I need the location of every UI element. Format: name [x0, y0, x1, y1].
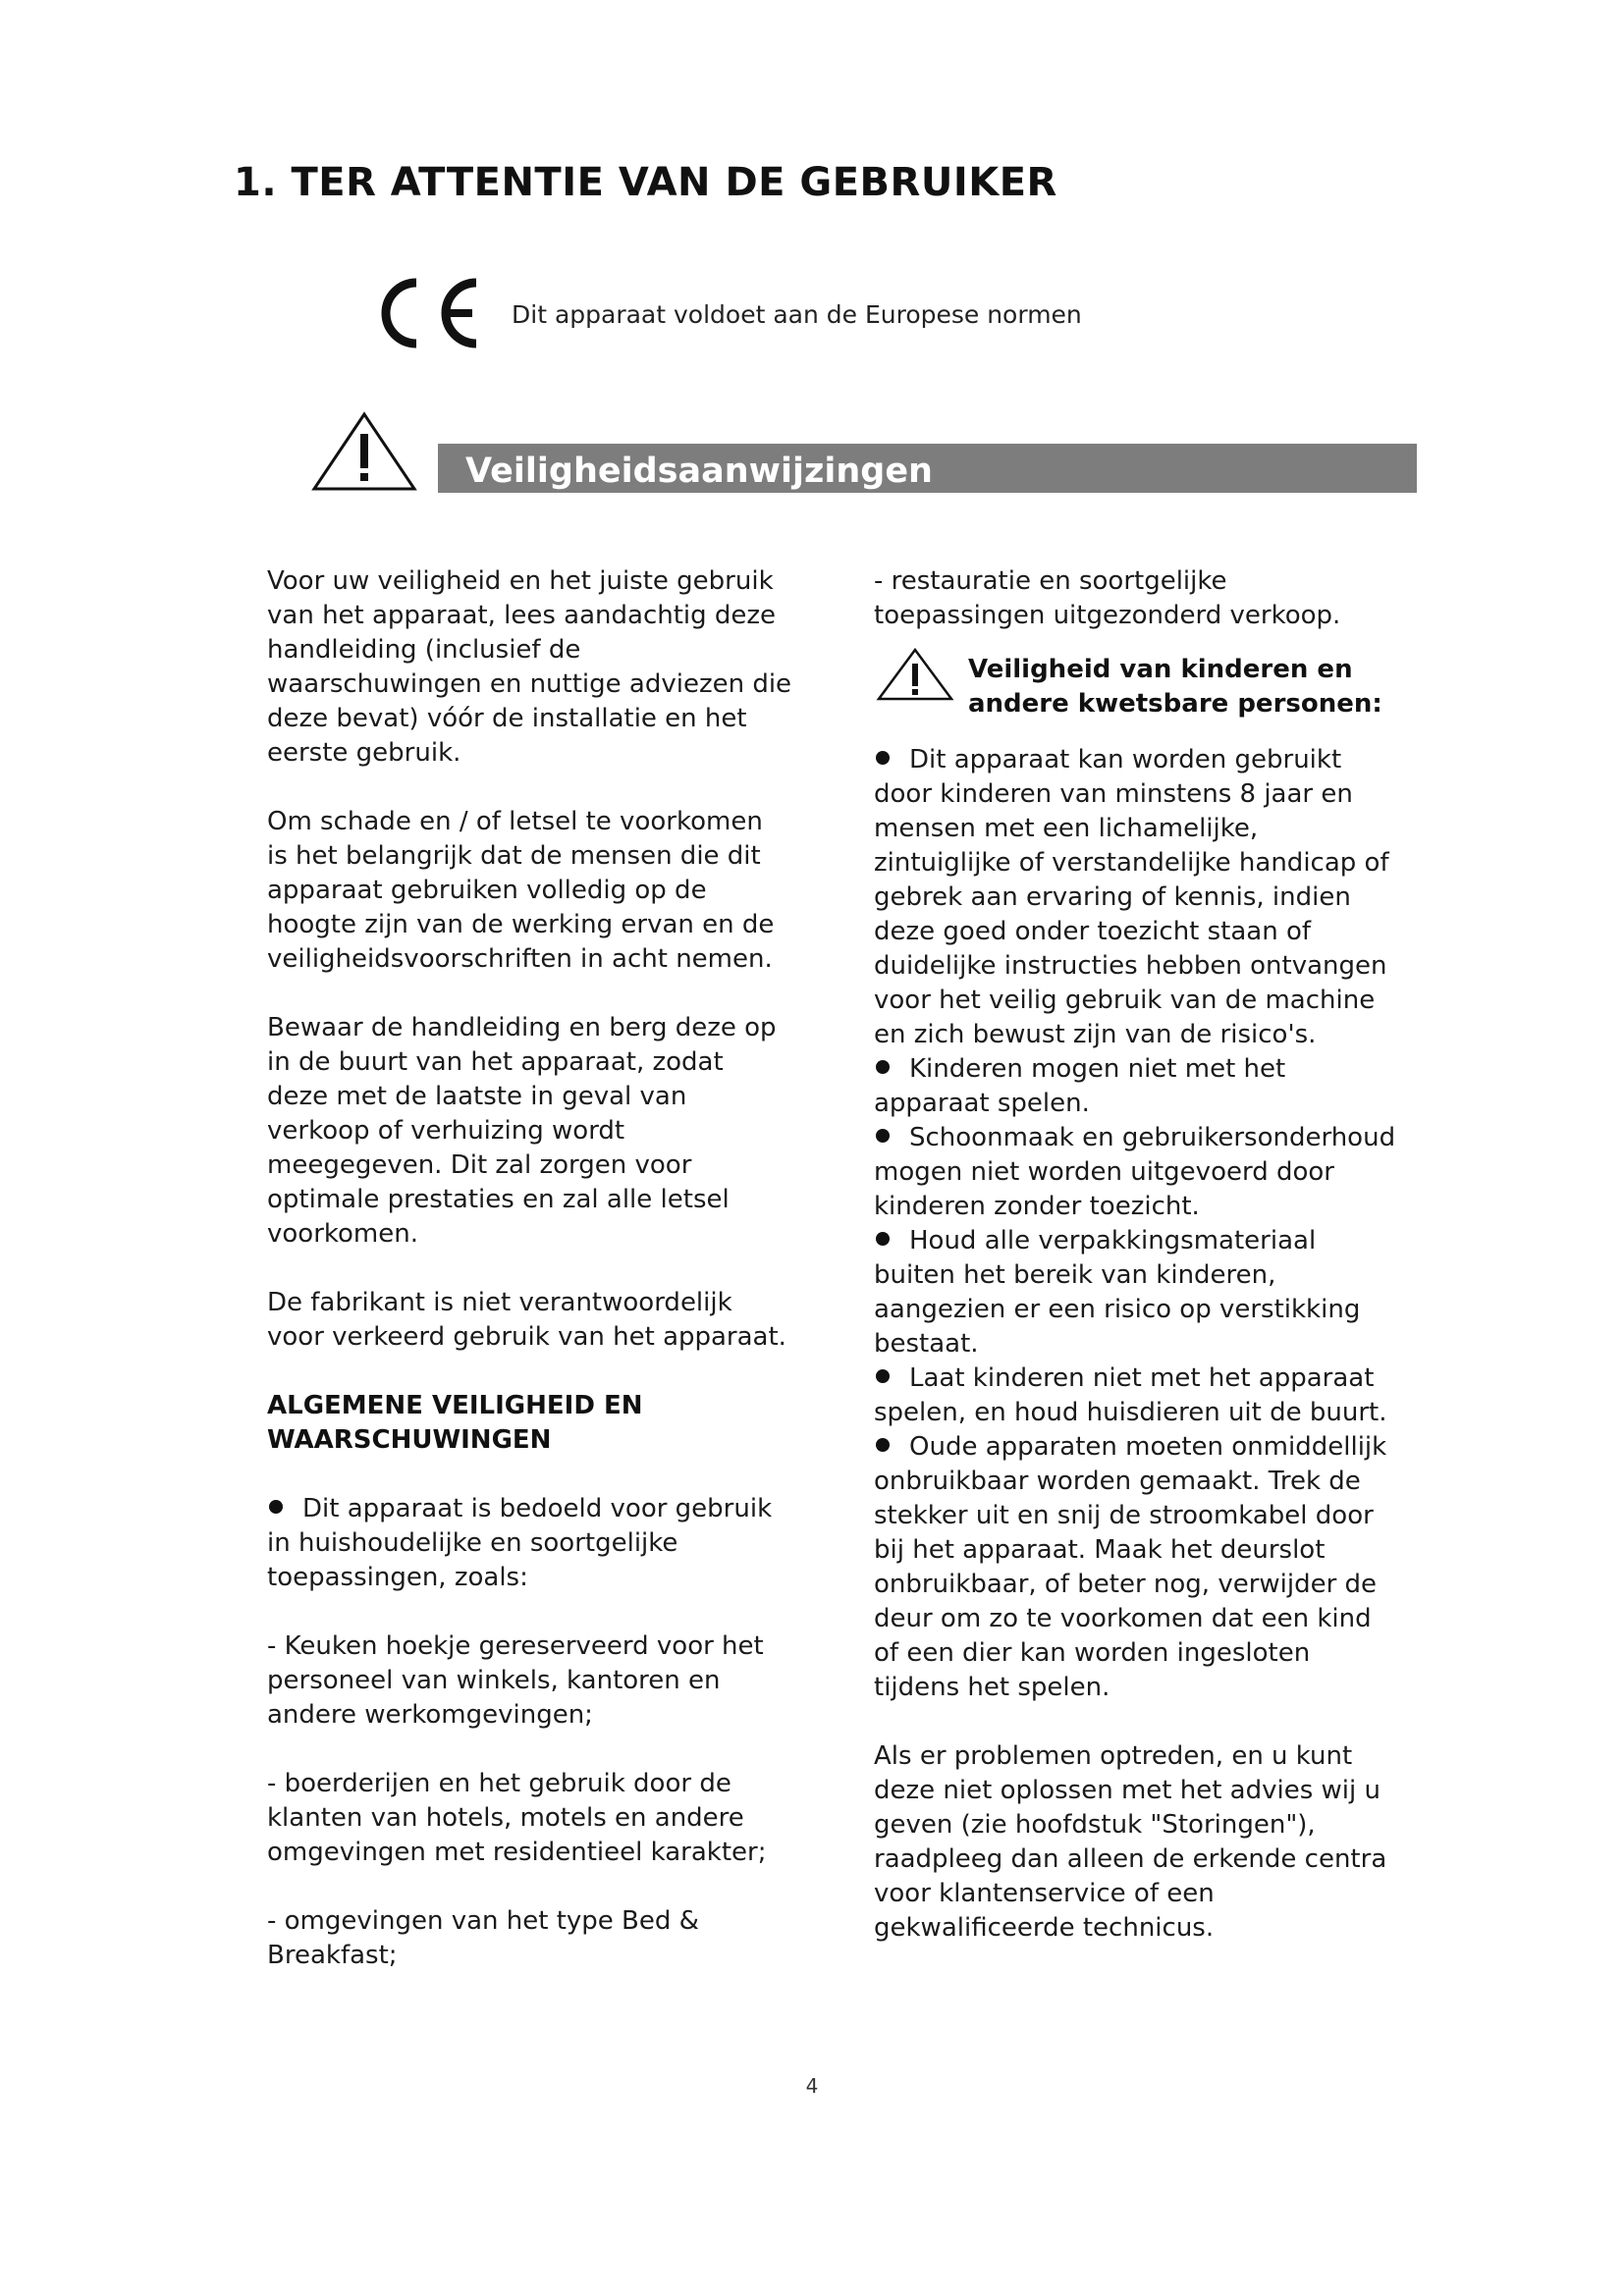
problems-paragraph: Als er problemen optreden, en u kunt deze niet oplossen met het advies wij u geven (zie hoofdstuk "Storingen"), raadpleeg dan alleen de erkende centra voor klantenservice of een gekwalificeerde technicus.: [874, 1741, 1387, 1943]
general-bullet: [267, 1492, 817, 1595]
page-title: 1. TER ATTENTIE VAN DE GEBRUIKER: [234, 160, 1057, 205]
use-item: - omgevingen van het type Bed & Breakfast;: [267, 1906, 699, 1970]
bullet-dot-icon: [876, 1060, 890, 1074]
child-safety-bullet: [874, 1121, 1424, 1224]
child-safety-bullet: [874, 1224, 1424, 1362]
bullet-text: Oude apparaten moeten onmiddellijk onbruikbaar worden gemaakt. Trek de stekker uit en snij de stroomkabel door bij het apparaat. Maak het deurslot onbruikbaar, of beter nog, verwijder de deur om zo te voorkomen dat een kind of een dier kan worden ingesloten tijdens het spelen.: [874, 1432, 1387, 1702]
bullet-text: Schoonmaak en gebruikersonderhoud mogen niet worden uitgevoerd door kinderen zonder toezicht.: [874, 1123, 1396, 1221]
page-number: 4: [805, 2074, 819, 2098]
intro-paragraph: Bewaar de handleiding en berg deze op in de buurt van het apparaat, zodat deze met de laatste in geval van verkoop of verhuizing wordt meegegeven. Dit zal zorgen voor optimale prestaties en zal alle letsel voorkomen.: [267, 1013, 777, 1249]
right-column: [874, 564, 1424, 1946]
bullet-dot-icon: [876, 751, 890, 765]
intro-paragraph: Om schade en / of letsel te voorkomen is het belangrijk dat de mensen die dit apparaat gebruiken volledig op de hoogte zijn van de werking ervan en de veiligheidsvoorschriften in acht nemen.: [267, 807, 775, 974]
left-column: [267, 564, 817, 1973]
bullet-dot-icon: [876, 1232, 890, 1246]
ce-mark-icon: [371, 275, 481, 351]
general-safety-heading: ALGEMENE VEILIGHEID EN WAARSCHUWINGEN: [267, 1391, 643, 1455]
ce-conformity-text: Dit apparaat voldoet aan de Europese normen: [512, 300, 1082, 329]
child-safety-bullet: [874, 1052, 1424, 1121]
children-safety-heading: [874, 647, 1424, 721]
bullet-dot-icon: [876, 1369, 890, 1383]
intro-paragraph: Voor uw veiligheid en het juiste gebruik van het apparaat, lees aandachtig deze handleiding (inclusief de waarschuwingen en nuttige adviezen die deze bevat) vóór de installatie en het eerste gebruik.: [267, 566, 792, 768]
bullet-text: Houd alle verpakkingsmateriaal buiten het bereik van kinderen, aangezien er een risico op verstikking bestaat.: [874, 1226, 1361, 1359]
safety-instructions-banner: Veiligheidsaanwijzingen: [438, 444, 1417, 493]
child-safety-bullet: [874, 1362, 1424, 1430]
child-safety-bullet: [874, 1430, 1424, 1705]
general-bullet-text: Dit apparaat is bedoeld voor gebruik in huishoudelijke en soortgelijke toepassingen, zoals:: [267, 1494, 773, 1592]
children-safety-heading-text: Veiligheid van kinderen en andere kwetsbare personen:: [968, 655, 1382, 719]
bullet-text: Laat kinderen niet met het apparaat spelen, en houd huisdieren uit de buurt.: [874, 1363, 1387, 1427]
use-item: - Keuken hoekje gereserveerd voor het personeel van winkels, kantoren en andere werkomgevingen;: [267, 1631, 764, 1730]
bullet-dot-icon: [876, 1438, 890, 1452]
bullet-text: Dit apparaat kan worden gebruikt door kinderen van minstens 8 jaar en mensen met een lichamelijke, zintuiglijke of verstandelijke handicap of gebrek aan ervaring of kennis, indien deze goed onder toezicht staan of duidelijke instructies hebben ontvangen voor het veilig gebruik van de machine en zich bewust zijn van de risico's.: [874, 745, 1389, 1049]
bullet-text: Kinderen mogen niet met het apparaat spelen.: [874, 1054, 1286, 1118]
warning-triangle-icon: [310, 410, 418, 493]
intro-paragraph: De fabrikant is niet verantwoordelijk voor verkeerd gebruik van het apparaat.: [267, 1288, 786, 1352]
bullet-dot-icon: [269, 1500, 283, 1514]
restauratie-item: - restauratie en soortgelijke toepassingen uitgezonderd verkoop.: [874, 566, 1341, 630]
use-item: - boerderijen en het gebruik door de klanten van hotels, motels en andere omgevingen met residentieel karakter;: [267, 1769, 767, 1867]
child-safety-bullet: [874, 743, 1424, 1052]
bullet-dot-icon: [876, 1129, 890, 1143]
warning-triangle-icon: [876, 647, 954, 702]
